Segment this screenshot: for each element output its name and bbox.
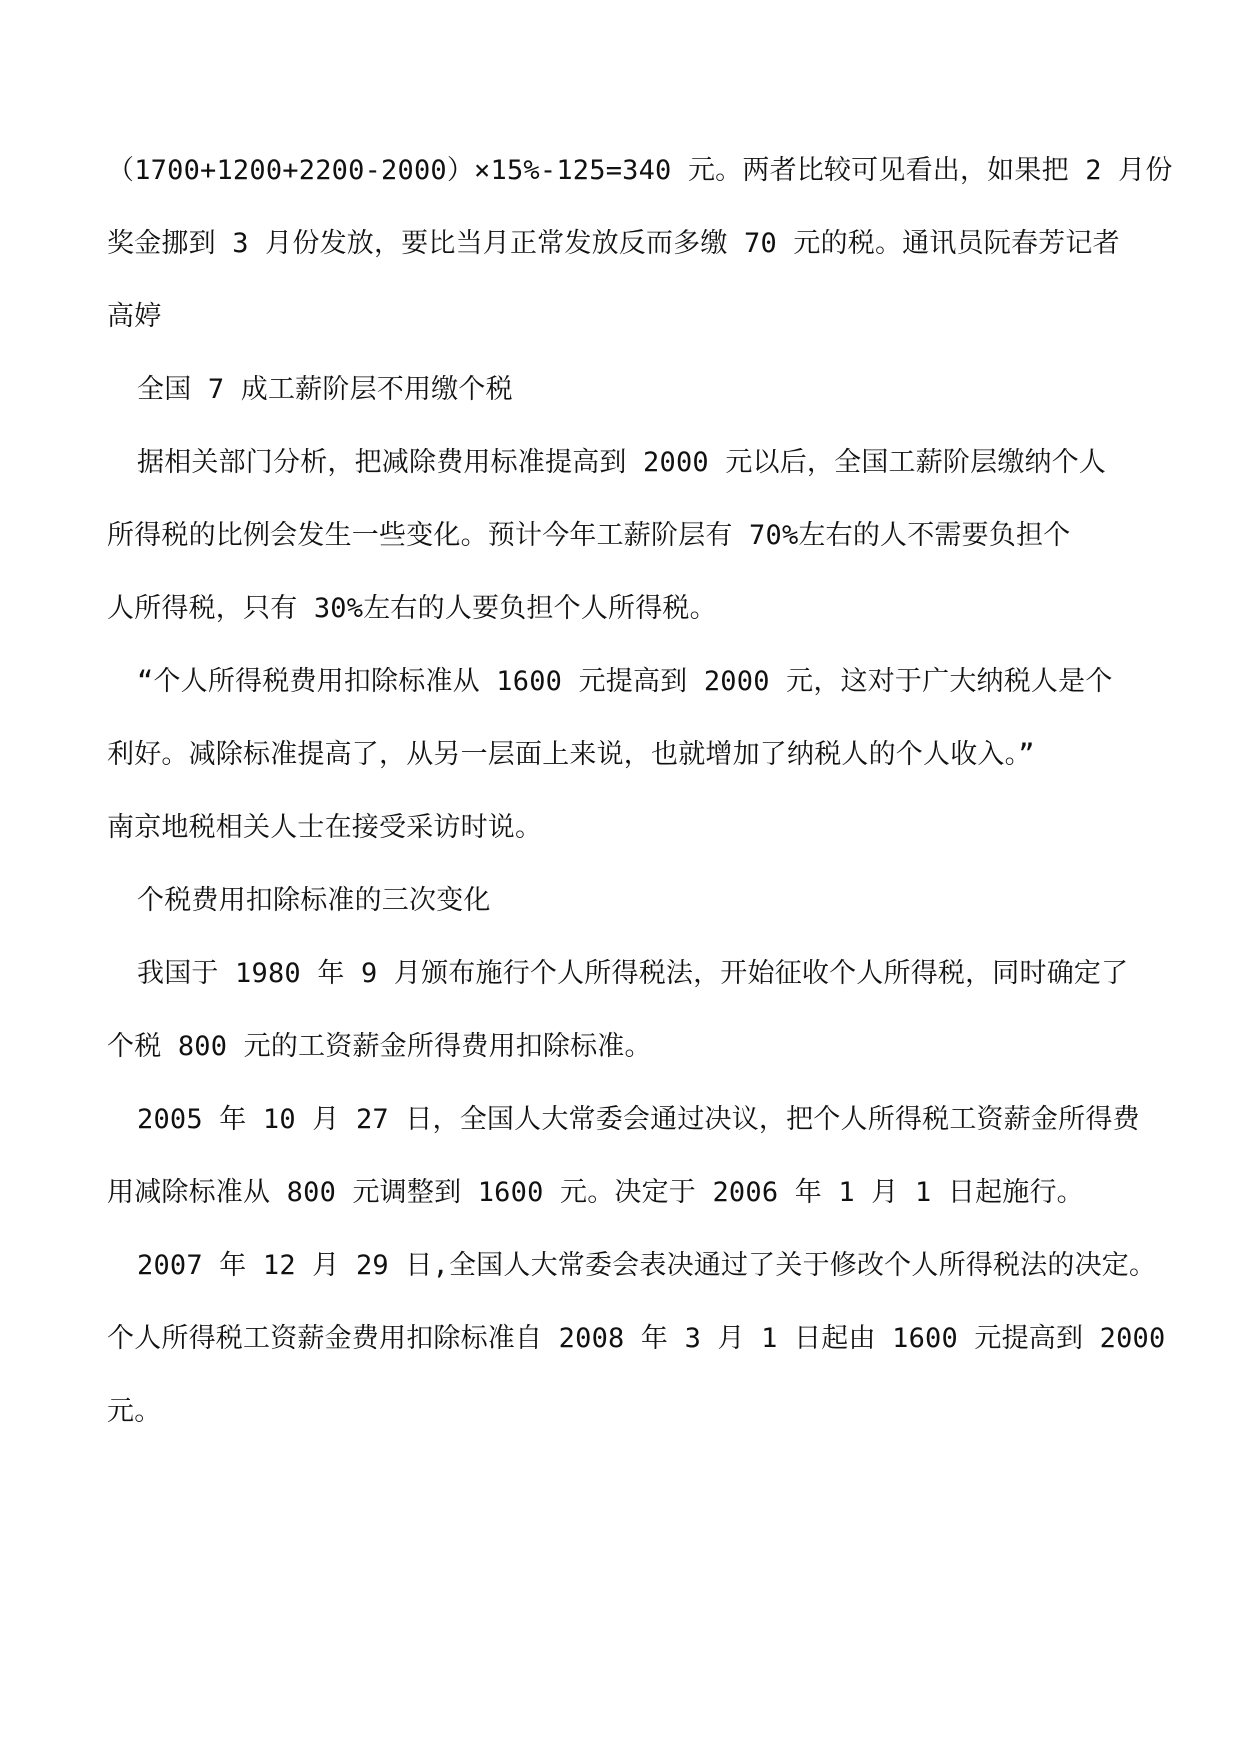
paragraph-line: 个人所得税工资薪金费用扣除标准自 2008 年 3 月 1 日起由 1600 元提高到 2000 — [107, 1323, 1166, 1354]
paragraph-line: 2005 年 10 月 27 日，全国人大常委会通过决议，把个人所得税工资薪金所得费 — [137, 1104, 1140, 1135]
paragraph-line: “个人所得税费用扣除标准从 1600 元提高到 2000 元，这对于广大纳税人是个 — [137, 666, 1113, 697]
paragraph-line: 2007 年 12 月 29 日,全国人大常委会表决通过了关于修改个人所得税法的决定。 — [137, 1250, 1157, 1281]
paragraph-line: 人所得税，只有 30%左右的人要负担个人所得税。 — [107, 593, 717, 624]
paragraph-line: 我国于 1980 年 9 月颁布施行个人所得税法，开始征收个人所得税，同时确定了 — [137, 958, 1129, 989]
paragraph-line: 个税 800 元的工资薪金所得费用扣除标准。 — [107, 1031, 652, 1062]
paragraph-line: 利好。减除标准提高了，从另一层面上来说，也就增加了纳税人的个人收入。” — [107, 739, 1035, 770]
paragraph-line: （1700+1200+2200-2000）×15%-125=340 元。两者比较可见看出，如果把 2 月份 — [107, 155, 1173, 186]
paragraph-line: 南京地税相关人士在接受采访时说。 — [107, 812, 543, 843]
paragraph-line: 元。 — [107, 1396, 162, 1427]
section-heading: 个税费用扣除标准的三次变化 — [137, 885, 491, 916]
paragraph-line: 用减除标准从 800 元调整到 1600 元。决定于 2006 年 1 月 1 日起施行。 — [107, 1177, 1084, 1208]
paragraph-line: 据相关部门分析，把减除费用标准提高到 2000 元以后，全国工薪阶层缴纳个人 — [137, 447, 1107, 478]
paragraph-line: 高婷 — [107, 301, 162, 332]
paragraph-line: 奖金挪到 3 月份发放，要比当月正常发放反而多缴 70 元的税。通讯员阮春芳记者 — [107, 228, 1120, 259]
section-heading: 全国 7 成工薪阶层不用缴个税 — [137, 374, 513, 405]
paragraph-line: 所得税的比例会发生一些变化。预计今年工薪阶层有 70%左右的人不需要负担个 — [107, 520, 1071, 551]
